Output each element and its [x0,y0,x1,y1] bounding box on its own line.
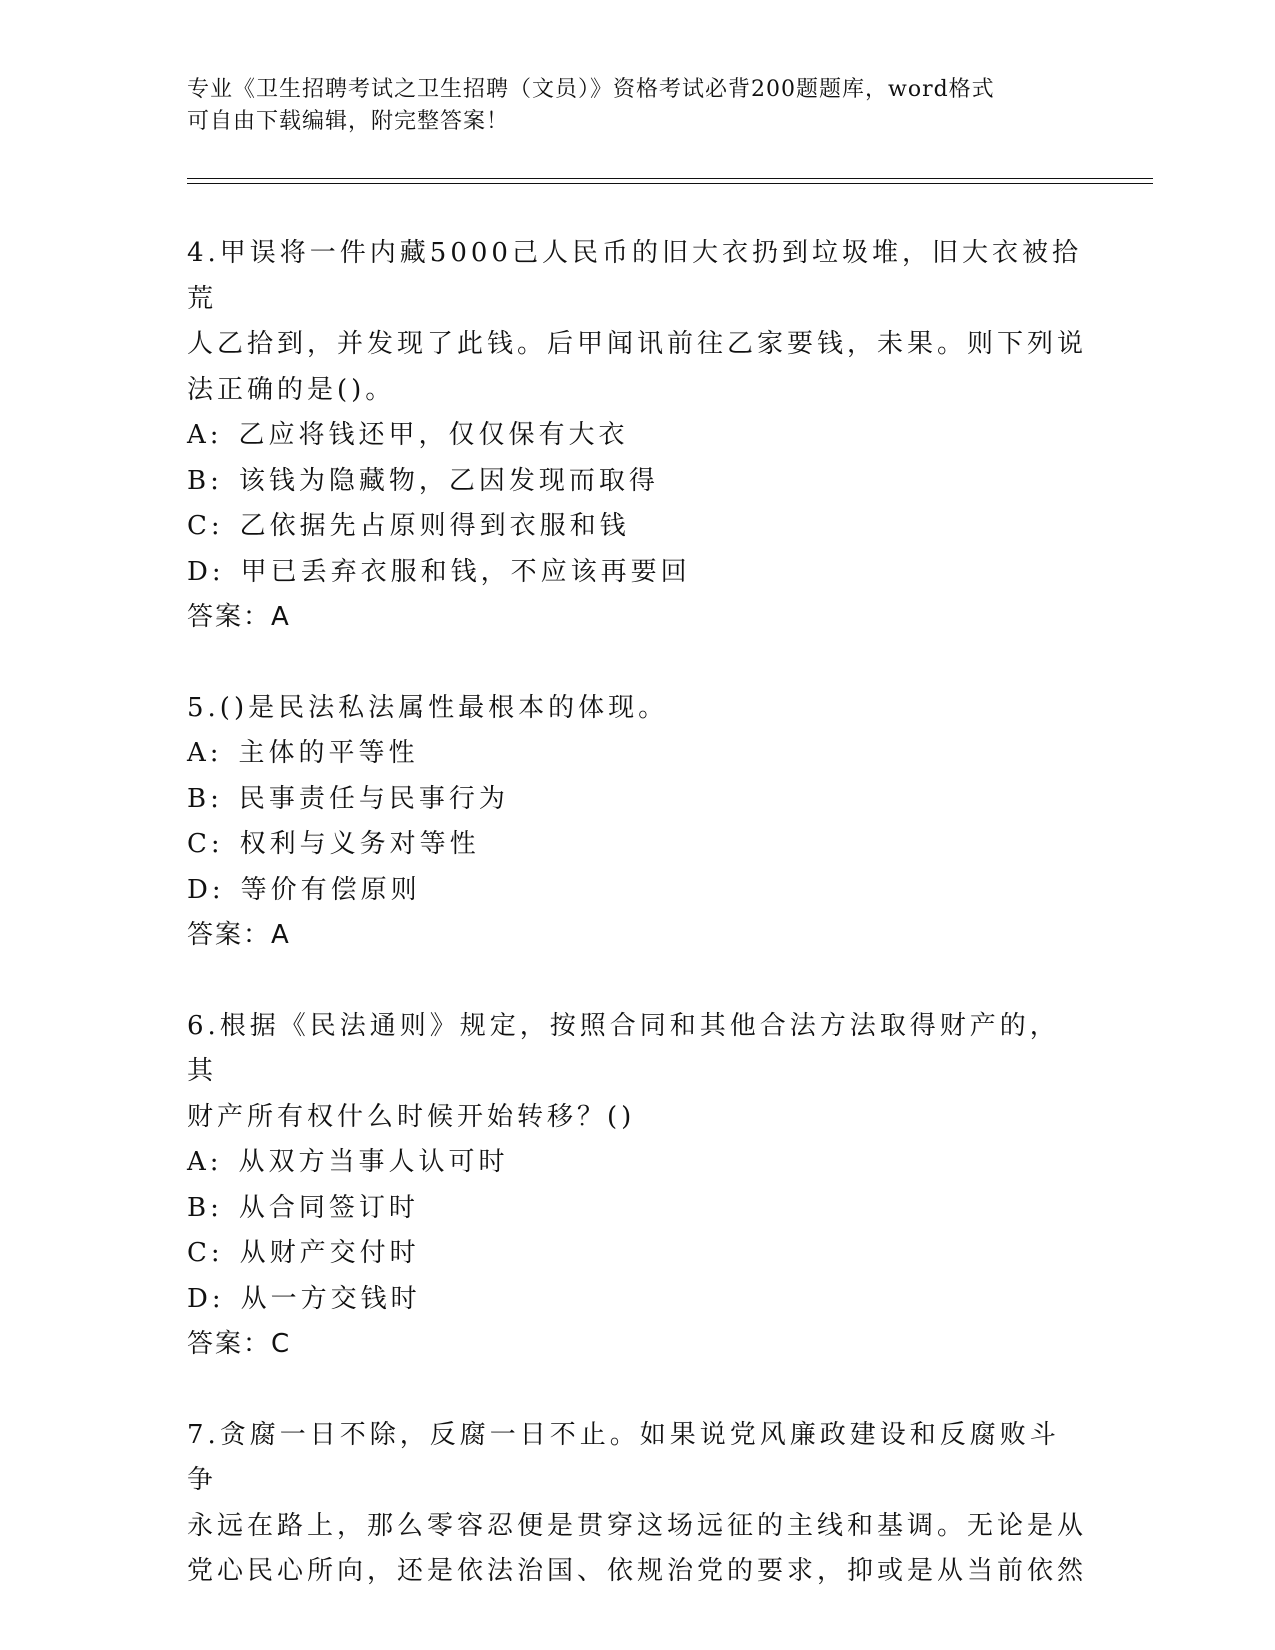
header-line-2: 可自由下载编辑，附完整答案！ [187,109,510,134]
option-label: D: [187,874,225,905]
option-text: 从一方交钱时 [240,1283,421,1314]
question-6 [187,1004,1087,1368]
option-text: 乙应将钱还甲，仅仅保有大衣 [238,420,629,450]
option-d [187,550,1087,596]
option-text: 等价有偿原则 [240,874,421,905]
option-label: C: [187,829,224,859]
option-text: 权利与义务对等性 [239,829,480,859]
option-text: 从财产交付时 [239,1238,420,1268]
option-label: B: [187,1192,223,1223]
option-b [187,459,1087,505]
option-b [187,1186,1087,1232]
question-line: 永远在路上，那么零容忍便是贯穿这场远征的主线和基调。无论是从 [187,1510,1088,1541]
option-label: D: [187,1283,225,1314]
answer: 答案：A [187,920,291,950]
question-line: 7.贪腐一日不除，反腐一日不止。如果说党风廉政建设和反腐败斗争 [187,1419,1060,1495]
answer: 答案：C [187,1329,292,1359]
option-label: A: [187,738,223,768]
option-c [187,822,1087,868]
question-line: 人乙拾到，并发现了此钱。后甲闻讯前往乙家要钱，未果。则下列说 [187,329,1088,359]
question-7 [187,1413,1087,1595]
answer: 答案：A [187,602,291,632]
question-4 [187,231,1087,641]
question-list [187,231,1087,1640]
option-label: B: [187,783,223,814]
option-c [187,504,1087,550]
question-text [187,686,1087,732]
question-line: 党心民心所向，还是依法治国、依规治党的要求，抑或是从当前依然 [187,1556,1088,1586]
option-a [187,413,1087,459]
option-c [187,1231,1087,1277]
option-text: 甲已丢弃衣服和钱，不应该再要回 [240,556,691,587]
option-d [187,868,1087,914]
question-line: 法正确的是()。 [187,374,396,405]
option-label: A: [187,1147,223,1177]
question-line: 4.甲误将一件内藏5000己人民币的旧大衣扔到垃圾堆，旧大衣被拾荒 [187,238,1082,314]
option-text: 从双方当事人认可时 [238,1147,509,1177]
option-d [187,1277,1087,1323]
option-a [187,1140,1087,1186]
option-label: A: [187,420,223,450]
question-line: 5.()是民法私法属性最根本的体现。 [187,692,669,723]
header-line-1: 专业《卫生招聘考试之卫生招聘（文员）》资格考试必背200题题库，word格式 [187,77,995,102]
option-label: B: [187,465,223,496]
option-a [187,731,1087,777]
header-divider-top [187,178,1153,179]
option-text: 乙依据先占原则得到衣服和钱 [239,511,630,541]
option-text: 主体的平等性 [238,738,419,768]
option-label: C: [187,511,224,541]
header-divider-bottom [187,183,1153,184]
option-text: 民事责任与民事行为 [238,783,509,814]
option-label: C: [187,1238,224,1268]
question-text [187,1004,1087,1141]
option-label: D: [187,556,225,587]
question-line: 财产所有权什么时候开始转移？() [187,1101,636,1132]
question-line: 6.根据《民法通则》规定，按照合同和其他合法方法取得财产的，其 [187,1010,1060,1086]
question-text [187,1413,1087,1595]
option-b [187,777,1087,823]
question-text [187,231,1087,413]
document-header [187,74,1087,138]
option-text: 该钱为隐藏物，乙因发现而取得 [238,465,659,496]
option-text: 从合同签订时 [238,1192,419,1223]
question-5 [187,686,1087,959]
